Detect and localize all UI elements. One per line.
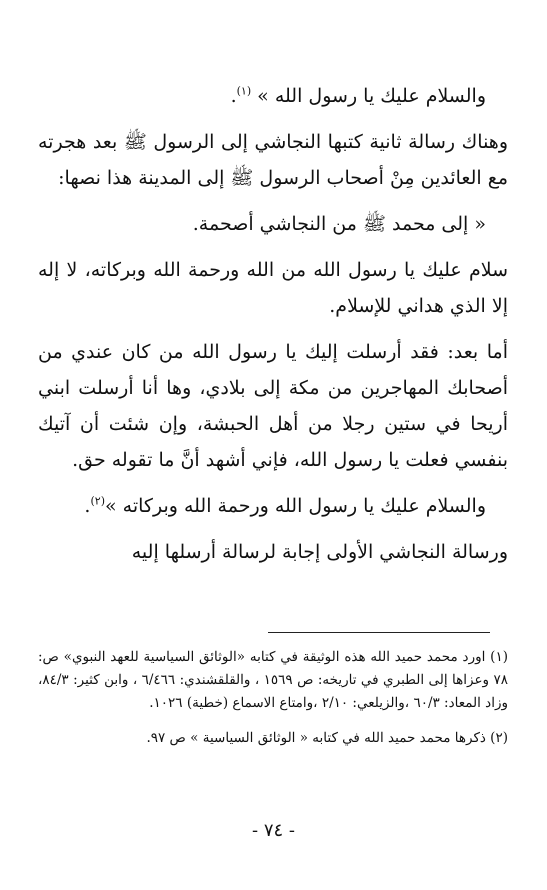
paragraph-1 <box>38 78 508 114</box>
footnote-ref-1: (١) <box>236 84 252 98</box>
paragraph-7: ورسالة النجاشي الأولى إجابة لرسالة أرسلها إليه <box>131 541 508 563</box>
paragraph-6-end: . <box>84 495 91 517</box>
paragraph-3: « إلى محمد ﷺ من النجاشي أصحمة. <box>192 213 486 235</box>
paragraph-2: وهناك رسالة ثانية كتبها النجاشي إلى الرسول ﷺ بعد هجرته مع العائدين مِنْ أصحاب الرسول ﷺ إلى المدينة هذا نصها: <box>38 131 508 189</box>
paragraph-4: سلام عليك يا رسول الله من الله ورحمة الله وبركاته، لا إله إلا الذي هداني للإسلام. <box>38 259 508 317</box>
paragraph-5: أما بعد: فقد أرسلت إليك يا رسول الله من كان عندي من أصحابك المهاجرين من مكة إلى بلادي، وها أنا أرسلت ابني أريحا في ستين رجلا من أهل الحبشة، وإن شئت أن آتيك بنفسي فعلت يا رسول الله، فإني أشهد أنَّ ما تقوله حق. <box>38 341 508 471</box>
page-number: - ٧٤ - <box>252 820 295 841</box>
paragraph-1-text: والسلام عليك يا رسول الله » <box>251 85 486 107</box>
footnote-ref-2: (٢) <box>90 494 105 508</box>
footnote-2: (٢) ذكرها محمد حميد الله في كتابه « الوثائق السياسية » ص ٩٧. <box>146 730 508 746</box>
footnotes <box>38 646 508 750</box>
paragraph-6-text: والسلام عليك يا رسول الله ورحمة الله وبركاته » <box>104 495 486 517</box>
main-text <box>38 78 508 570</box>
paragraph-1-end: . <box>230 85 237 107</box>
footnote-divider <box>268 632 490 633</box>
footnote-1: (١) اورد محمد حميد الله هذه الوثيقة في كتابه «الوثائق السياسية للعهد النبوي» ص: ٧٨ وعزاها إلى الطبري في تاريخه: ص ١٥٦٩ ، والقلقشندي: ٦/٤٦٦ ، وابن كثير: ٨٤/٣، وزاد المعاد: ٦٠/٣ ،والزيلعي: ٢/١٠ ،وامتاع الاسماع (خطية) ١٠٢٦. <box>38 649 508 711</box>
paragraph-6 <box>38 488 508 524</box>
